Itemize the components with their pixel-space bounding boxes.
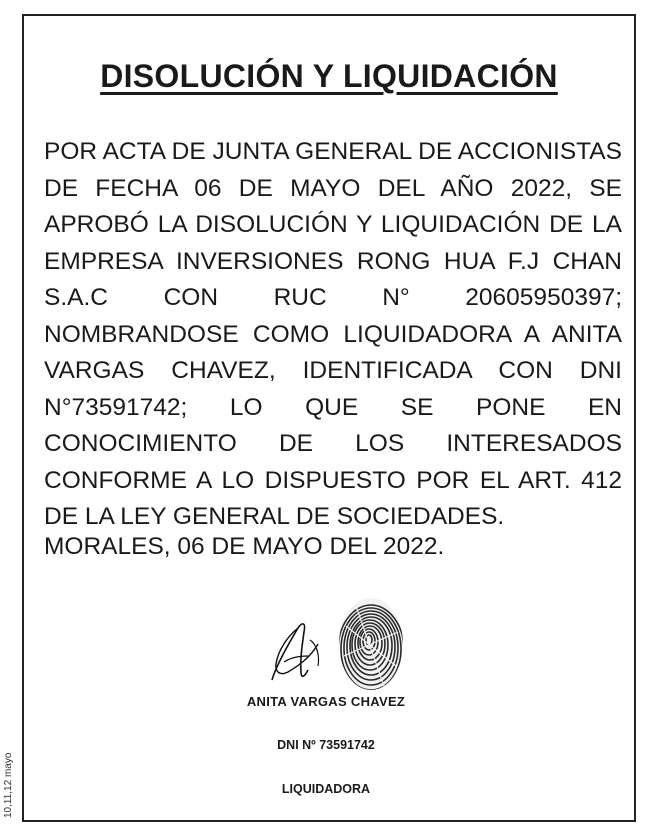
- notice-frame: [22, 14, 636, 822]
- signer-dni: DNI Nº 73591742: [277, 738, 375, 752]
- place-date: MORALES, 06 DE MAYO DEL 2022.: [44, 533, 445, 560]
- signer-name: ANITA VARGAS CHAVEZ: [246, 694, 406, 709]
- fingerprint-image: [336, 596, 406, 692]
- notice-title: DISOLUCIÓN Y LIQUIDACIÓN: [100, 58, 558, 94]
- publication-dates-note: 10,11,12 mayo: [3, 752, 14, 818]
- signer-role: LIQUIDADORA: [281, 782, 371, 796]
- signature-image: [264, 614, 324, 686]
- notice-body: POR ACTA DE JUNTA GENERAL DE ACCIONISTAS DE FECHA 06 DE MAYO DEL AÑO 2022, SE APROBÓ LA DISOLUCIÓN Y LIQUIDACIÓN DE LA EMPRESA INVERSIONES RONG HUA F.J CHAN S.A.C CON RUC N° 20605950397; NOMBRANDOSE COMO LIQUIDADORA A ANITA VARGAS CHAVEZ, IDENTIFICADA CON DNI N°73591742; LO QUE SE PONE EN CONOCIMIENTO DE LOS INTERESADOS CONFORME A LO DISPUESTO POR EL ART. 412 DE LA LEY GENERAL DE SOCIEDADES.: [44, 138, 622, 530]
